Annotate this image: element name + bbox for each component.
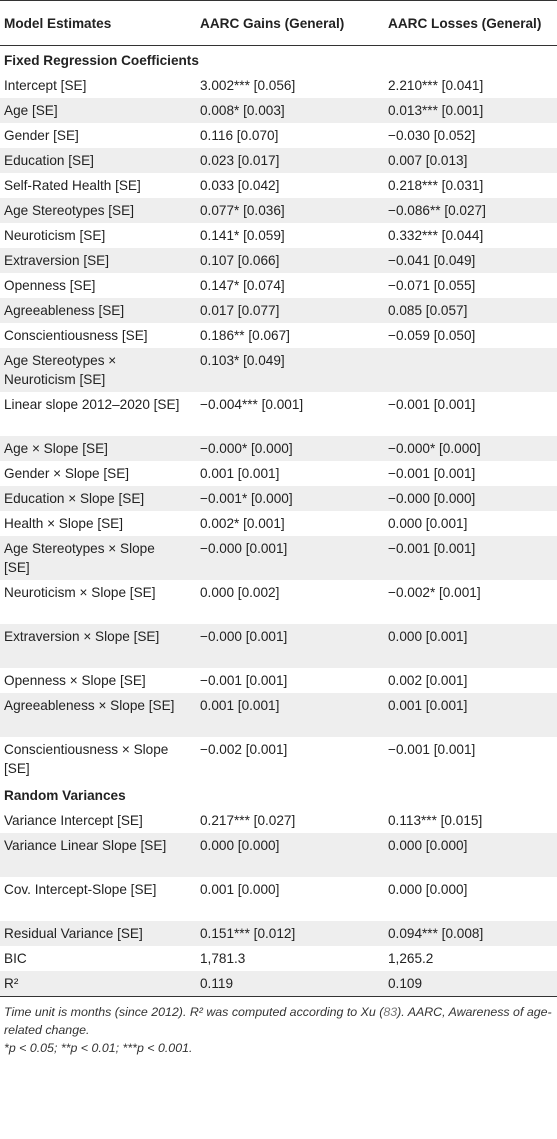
table-row	[0, 808, 557, 833]
table-row	[0, 833, 557, 877]
row-label-cell: Openness × Slope [SE]	[4, 673, 146, 688]
table-row	[0, 877, 557, 921]
footnote-reference-link[interactable]: 83	[383, 1005, 398, 1019]
aarc-gains-cell: −0.004*** [0.001]	[200, 397, 304, 412]
table-body	[0, 46, 557, 997]
aarc-losses-cell: −0.000* [0.000]	[376, 436, 557, 461]
table-row	[0, 668, 557, 693]
table-notes	[0, 997, 557, 1057]
aarc-gains-cell: 0.000 [0.002]	[200, 585, 280, 600]
row-label-cell: Variance Linear Slope [SE]	[0, 833, 186, 877]
row-label-cell: R²	[0, 971, 186, 997]
row-label-cell: Neuroticism × Slope [SE]	[4, 585, 156, 600]
aarc-losses-cell: −0.001 [0.001]	[388, 466, 476, 481]
row-label-cell: Gender [SE]	[4, 128, 79, 143]
aarc-gains-cell: 0.017 [0.077]	[186, 298, 376, 323]
aarc-gains-cell: −0.000 [0.001]	[186, 536, 376, 580]
aarc-losses-cell: 0.002 [0.001]	[388, 673, 468, 688]
aarc-gains-cell: 0.023 [0.017]	[186, 148, 376, 173]
row-label-cell: Conscientiousness × Slope [SE]	[4, 742, 169, 776]
aarc-losses-cell: 0.000 [0.001]	[376, 624, 557, 668]
row-label-cell: Age [SE]	[0, 98, 186, 123]
table-row	[0, 511, 557, 536]
row-label-cell: Agreeableness [SE]	[0, 298, 186, 323]
aarc-losses-cell: −0.086** [0.027]	[376, 198, 557, 223]
aarc-losses-cell: 1,265.2	[388, 951, 434, 966]
aarc-gains-cell: 0.147* [0.074]	[200, 278, 285, 293]
row-label-cell: Health × Slope [SE]	[4, 516, 124, 531]
aarc-losses-cell: 2.210*** [0.041]	[388, 78, 484, 93]
table-row	[0, 486, 557, 511]
row-label-cell: Education × Slope [SE]	[0, 486, 186, 511]
aarc-losses-cell: −0.059 [0.050]	[388, 328, 476, 343]
table-row	[0, 921, 557, 946]
row-label-cell: Extraversion × Slope [SE]	[0, 624, 186, 668]
header-aarc-gains: AARC Gains (General)	[186, 1, 376, 46]
row-label-cell: Intercept [SE]	[4, 78, 87, 93]
table-row	[0, 580, 557, 624]
row-label-cell: Cov. Intercept-Slope [SE]	[4, 882, 157, 897]
aarc-gains-cell: 0.000 [0.000]	[186, 833, 376, 877]
row-label-cell: Neuroticism [SE]	[4, 228, 106, 243]
footnote-text-b: ). AARC, Awareness of age-related change.	[4, 1005, 552, 1037]
row-label-cell: Age × Slope [SE]	[0, 436, 186, 461]
aarc-losses-cell: 0.000 [0.000]	[388, 882, 468, 897]
row-label-cell: Education [SE]	[0, 148, 186, 173]
aarc-losses-cell	[376, 348, 557, 392]
aarc-losses-cell: 0.094*** [0.008]	[376, 921, 557, 946]
aarc-losses-cell: −0.002* [0.001]	[388, 585, 481, 600]
aarc-losses-cell: −0.041 [0.049]	[376, 248, 557, 273]
table-row	[0, 223, 557, 248]
row-label-cell: Variance Intercept [SE]	[4, 813, 143, 828]
header-model-estimates: Model Estimates	[0, 1, 186, 46]
row-label-cell: Openness [SE]	[4, 278, 96, 293]
table-row	[0, 98, 557, 123]
table-row	[0, 436, 557, 461]
aarc-gains-cell: 0.141* [0.059]	[200, 228, 285, 243]
table-row	[0, 323, 557, 348]
row-label-cell: Gender × Slope [SE]	[4, 466, 130, 481]
table-row	[0, 248, 557, 273]
aarc-gains-cell: 0.107 [0.066]	[186, 248, 376, 273]
row-label-cell: Age Stereotypes × Neuroticism [SE]	[0, 348, 186, 392]
aarc-gains-cell: 0.001 [0.001]	[200, 466, 280, 481]
aarc-losses-cell: 0.000 [0.001]	[388, 516, 468, 531]
row-label-cell: Conscientiousness [SE]	[4, 328, 148, 343]
aarc-gains-cell: 0.119	[186, 971, 376, 997]
table-row	[0, 971, 557, 997]
aarc-gains-cell: −0.002 [0.001]	[200, 742, 288, 757]
header-aarc-losses: AARC Losses (General)	[376, 1, 557, 46]
aarc-losses-cell: −0.030 [0.052]	[388, 128, 476, 143]
row-label-cell: Extraversion [SE]	[0, 248, 186, 273]
table-row	[0, 73, 557, 98]
aarc-gains-cell: −0.001 [0.001]	[200, 673, 288, 688]
table-row	[0, 148, 557, 173]
significance-note: *p < 0.05; **p < 0.01; ***p < 0.001.	[4, 1041, 193, 1055]
aarc-gains-cell: 0.001 [0.000]	[200, 882, 280, 897]
aarc-losses-cell: 0.007 [0.013]	[376, 148, 557, 173]
table-row	[0, 392, 557, 436]
aarc-losses-cell: −0.001 [0.001]	[388, 742, 476, 757]
aarc-gains-cell: 0.116 [0.070]	[200, 128, 279, 143]
table-header	[0, 1, 557, 46]
section-title: Fixed Regression Coefficients	[4, 53, 199, 68]
aarc-gains-cell: 0.186** [0.067]	[200, 328, 290, 343]
aarc-gains-cell: −0.001* [0.000]	[186, 486, 376, 511]
row-label-cell: Age Stereotypes × Slope [SE]	[0, 536, 186, 580]
row-label-cell: Self-Rated Health [SE]	[4, 178, 141, 193]
row-label-cell: Linear slope 2012–2020 [SE]	[4, 397, 180, 412]
aarc-gains-cell: 0.217*** [0.027]	[200, 813, 296, 828]
table-row	[0, 123, 557, 148]
aarc-losses-cell: −0.001 [0.001]	[376, 536, 557, 580]
table-row	[0, 536, 557, 580]
row-label-cell: Age Stereotypes [SE]	[0, 198, 186, 223]
aarc-gains-cell: 0.103* [0.049]	[186, 348, 376, 392]
aarc-losses-cell: 0.218*** [0.031]	[388, 178, 484, 193]
aarc-losses-cell: 0.109	[376, 971, 557, 997]
table-row	[0, 737, 557, 781]
footnote-text-a: Time unit is months (since 2012). R² was computed according to Xu (	[4, 1005, 384, 1019]
aarc-losses-cell: 0.013*** [0.001]	[376, 98, 557, 123]
section-row	[0, 46, 557, 74]
table-row	[0, 946, 557, 971]
section-row	[0, 781, 557, 808]
aarc-gains-cell: 3.002*** [0.056]	[200, 78, 296, 93]
row-label-cell: Agreeableness × Slope [SE]	[0, 693, 186, 737]
aarc-gains-cell: 0.077* [0.036]	[186, 198, 376, 223]
aarc-losses-cell: −0.000 [0.000]	[376, 486, 557, 511]
aarc-gains-cell: 0.033 [0.042]	[200, 178, 280, 193]
table-row	[0, 624, 557, 668]
table-row	[0, 693, 557, 737]
aarc-gains-cell: 0.151*** [0.012]	[186, 921, 376, 946]
section-title: Random Variances	[4, 788, 126, 803]
aarc-losses-cell: 0.001 [0.001]	[376, 693, 557, 737]
aarc-gains-cell: 1,781.3	[200, 951, 246, 966]
row-label-cell: BIC	[4, 951, 27, 966]
aarc-losses-cell: 0.113*** [0.015]	[388, 813, 483, 828]
table-row	[0, 348, 557, 392]
table-row	[0, 198, 557, 223]
aarc-gains-cell: −0.000* [0.000]	[186, 436, 376, 461]
aarc-losses-cell: 0.000 [0.000]	[376, 833, 557, 877]
aarc-gains-cell: 0.008* [0.003]	[186, 98, 376, 123]
aarc-losses-cell: 0.332*** [0.044]	[388, 228, 484, 243]
aarc-gains-cell: 0.001 [0.001]	[186, 693, 376, 737]
aarc-losses-cell: 0.085 [0.057]	[376, 298, 557, 323]
aarc-losses-cell: −0.001 [0.001]	[388, 397, 476, 412]
table-footnote	[4, 1003, 553, 1039]
table-row	[0, 298, 557, 323]
table-row	[0, 461, 557, 486]
header-row	[0, 1, 557, 46]
row-label-cell: Residual Variance [SE]	[0, 921, 186, 946]
aarc-gains-cell: −0.000 [0.001]	[186, 624, 376, 668]
aarc-losses-cell: −0.071 [0.055]	[388, 278, 476, 293]
table-row	[0, 273, 557, 298]
aarc-gains-cell: 0.002* [0.001]	[200, 516, 285, 531]
table-row	[0, 173, 557, 198]
